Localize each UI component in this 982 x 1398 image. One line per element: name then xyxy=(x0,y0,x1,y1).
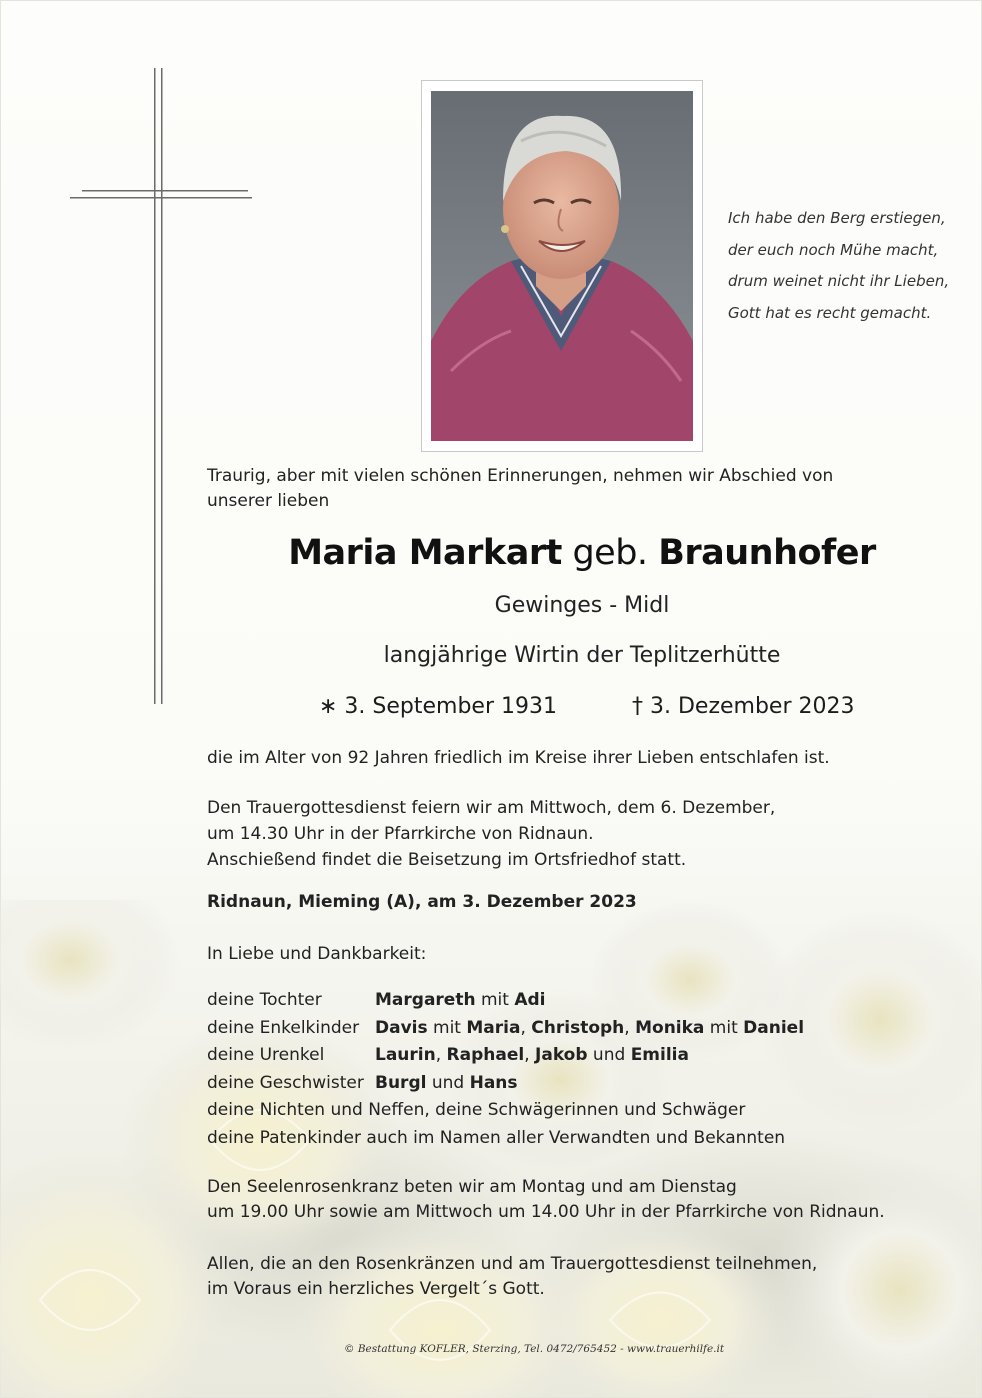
name: Jakob xyxy=(535,1045,588,1065)
name: Emilia xyxy=(630,1045,689,1065)
relative-row xyxy=(207,1125,804,1153)
connector: mit xyxy=(475,990,515,1010)
service-line-1: Den Trauergottesdienst feiern wir am Mittwoch, dem 6. Dezember, xyxy=(207,798,776,818)
relative-names xyxy=(375,1042,689,1070)
service-line-2: um 14.30 Uhr in der Pfarrkirche von Ridnaun. xyxy=(207,824,594,844)
quote-line: drum weinet nicht ihr Lieben, xyxy=(728,272,950,290)
birth-date: ∗ 3. September 1931 xyxy=(319,694,557,719)
name: Adi xyxy=(514,990,546,1010)
relative-label: deine Urenkel xyxy=(207,1045,325,1065)
quote-line: Gott hat es recht gemacht. xyxy=(728,303,932,322)
relative-row xyxy=(207,1070,804,1098)
description: langjährige Wirtin der Teplitzerhütte xyxy=(383,643,781,668)
death-date: † 3. Dezember 2023 xyxy=(632,694,855,719)
name: Daniel xyxy=(743,1017,805,1038)
name: Hans xyxy=(469,1072,518,1093)
name: Maria xyxy=(466,1017,521,1038)
love-line: In Liebe und Dankbarkeit: xyxy=(207,944,427,964)
name: Raphael xyxy=(446,1045,525,1065)
thanks-text xyxy=(207,1252,817,1302)
connector: und xyxy=(587,1045,631,1065)
relative-row xyxy=(207,1042,804,1070)
rosary-line-1: Den Seelenrosenkranz beten wir am Montag und am Dienstag xyxy=(207,1177,737,1197)
relative-label: deine Geschwister xyxy=(207,1072,364,1093)
quote-line: der euch noch Mühe macht, xyxy=(728,240,939,259)
geb-label: geb. xyxy=(572,533,648,573)
nickname: Gewinges - Midl xyxy=(494,593,670,618)
name: Margareth xyxy=(375,990,476,1010)
age-text: die im Alter von 92 Jahren friedlich im Kreise ihrer Lieben entschlafen ist. xyxy=(207,748,830,768)
relative-line: deine Patenkinder auch im Namen aller Verwandten und Bekannten xyxy=(207,1127,786,1148)
relatives-list xyxy=(207,987,804,1152)
service-line-3: Anschießend findet die Beisetzung im Ortsfriedhof statt. xyxy=(207,850,687,870)
connector: und xyxy=(426,1072,470,1093)
intro-line-2: unserer lieben xyxy=(207,491,330,511)
portrait-photo xyxy=(431,91,693,441)
relative-label: deine Enkelkinder xyxy=(207,1017,360,1038)
connector: mit xyxy=(704,1017,744,1038)
funeral-service-text xyxy=(207,795,775,873)
relative-names xyxy=(375,987,545,1015)
relative-label: deine Tochter xyxy=(207,990,322,1010)
connector: , xyxy=(435,1045,447,1065)
relative-row xyxy=(207,1015,804,1043)
rosary-line-2: um 19.00 Uhr sowie am Mittwoch um 14.00 Uhr in der Pfarrkirche von Ridnaun. xyxy=(207,1202,885,1222)
name: Burgl xyxy=(375,1072,427,1093)
name: Davis xyxy=(375,1017,428,1038)
thanks-line-1: Allen, die an den Rosenkränzen und am Trauergottesdienst teilnehmen, xyxy=(207,1254,818,1274)
connector: , xyxy=(520,1017,532,1038)
place-date: Ridnaun, Mieming (A), am 3. Dezember 2023 xyxy=(207,892,637,912)
quote-line: Ich habe den Berg erstiegen, xyxy=(728,209,946,227)
connector: , xyxy=(624,1017,636,1038)
portrait-photo-frame xyxy=(421,80,703,452)
memorial-quote xyxy=(728,203,968,329)
thanks-line-2: im Voraus ein herzliches Vergelt´s Gott. xyxy=(207,1279,545,1299)
name: Monika xyxy=(635,1017,705,1038)
relative-line: deine Nichten und Neffen, deine Schwägerinnen und Schwäger xyxy=(207,1100,746,1120)
deceased-full-name: Maria Markart xyxy=(288,533,562,573)
relative-names xyxy=(375,1015,804,1043)
deceased-name xyxy=(0,533,982,573)
name: Christoph xyxy=(531,1017,625,1038)
funeral-home-footer: © Bestattung KOFLER, Sterzing, Tel. 0472/765452 - www.trauerhilfe.it xyxy=(344,1343,725,1355)
connector: , xyxy=(524,1045,536,1065)
relative-row xyxy=(207,1097,804,1125)
intro-line-1: Traurig, aber mit vielen schönen Erinnerungen, nehmen wir Abschied von xyxy=(207,466,834,486)
connector: mit xyxy=(427,1017,467,1038)
relative-names xyxy=(375,1070,518,1098)
relative-row xyxy=(207,987,804,1015)
name: Laurin xyxy=(375,1045,436,1065)
rosary-text xyxy=(207,1175,885,1225)
intro-text xyxy=(207,464,833,514)
maiden-name: Braunhofer xyxy=(658,533,876,573)
